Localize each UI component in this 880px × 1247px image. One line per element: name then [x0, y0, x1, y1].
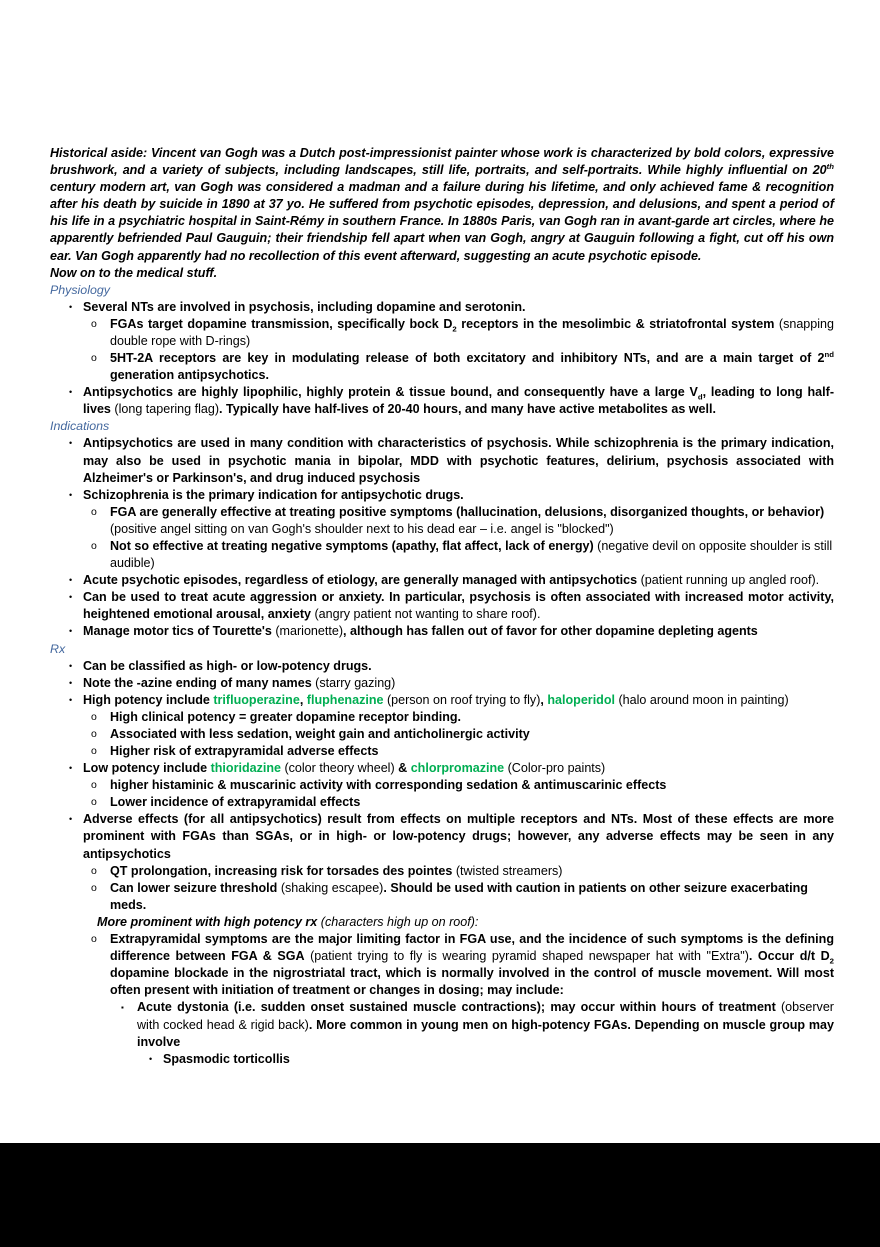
subscript-2: 2 [829, 956, 834, 966]
list-item [50, 658, 834, 675]
rx-b3-bold-3: , [540, 692, 548, 707]
bullet-level2-icon: o [91, 352, 97, 365]
bullet-level2-icon: o [91, 317, 97, 330]
drug-name-thioridazine: thioridazine [210, 761, 281, 776]
indications-b5-bold-1: Manage motor tics of Tourette's [83, 624, 272, 639]
indications-b1: Antipsychotics are used in many condition with characteristics of psychosis. While schizophrenia is the primary indication, may also be used in psychotic mania in bipolar, MDD with psychotic features, delirium, psychosis associated with Alzheimer's or Parkinson's, and drug induced psychosis [83, 436, 834, 485]
list-item [50, 880, 834, 914]
historical-aside-part-1: Historical aside: Vincent van Gogh was a Dutch post-impressionist painter whose work is characterized by bold colors, expressive brushwork, and a variety of subjects, including landscapes, still life, portraits, and self-portraits. While highly influential on 20 [50, 146, 834, 178]
list-item [50, 675, 834, 692]
historical-aside-paragraph [50, 145, 834, 265]
physiology-b1b-bold-2: generation antipsychotics. [110, 368, 269, 383]
list-item [50, 435, 834, 486]
page-footer-black-bar [0, 1143, 880, 1247]
bullet-level2-icon: o [91, 881, 97, 894]
rx-note-plain: (characters high up on roof): [317, 914, 479, 929]
document-body [50, 145, 834, 1068]
section-heading-rx: Rx [50, 641, 66, 656]
superscript-th: th [826, 161, 834, 171]
rx-b3-plain-2: (halo around moon in painting) [615, 692, 789, 707]
bullet-level1-icon: • [69, 677, 73, 688]
section-heading-indications: Indications [50, 419, 110, 434]
bullet-level2-icon: o [91, 796, 97, 809]
bullet-level2-icon: o [91, 710, 97, 723]
rx-b5c-i-bold-2: . More common in young men on high-potency FGAs. Depending on muscle group may involve [137, 1017, 835, 1049]
historical-aside-part-2: century modern art, van Gogh was considered a madman and a failure during his lifetime, and only achieved fame & recognition after his death by suicide in 1890 at 37 yo. He suffered from psychotic episodes, depression, and delusions, and spent a period of his life in a psychiatric hospital in Saint-Rémy in southern France. In 1880s Paris, van Gogh ran in avant-garde art circles, where he apparently befriended Paul Gauguin; their friendship fell apart when van Gogh, angry at Gauguin following a fight, cut off his own ear. Van Gogh apparently had no recollection of this event afterward, suggesting an acute psychotic episode. [50, 180, 834, 263]
subscript-d: d [697, 392, 703, 402]
list-item [50, 589, 834, 623]
list-item [50, 743, 834, 760]
indications-b4-bold: Can be used to treat acute aggression or anxiety. In particular, psychosis is often associated with increased motor activity, heightened emotional arousal, anxiety [83, 590, 834, 622]
physiology-b1a-plain: (snapping double rope with D-rings) [110, 316, 835, 348]
bullet-level4-icon: • [149, 1053, 153, 1064]
rx-b5b-bold-1: Can lower seizure threshold [110, 880, 278, 895]
transition-line-text: Now on to the medical stuff. [50, 265, 218, 280]
indications-b2b-plain: (negative devil on opposite shoulder is still audible) [110, 538, 833, 571]
rx-b5a-plain: (twisted streamers) [452, 863, 563, 878]
rx-b4-bold-2: & [398, 761, 411, 776]
list-item [50, 316, 834, 350]
rx-b2-plain: (starry gazing) [311, 675, 396, 690]
drug-name-trifluoperazine: trifluoperazine [213, 692, 300, 707]
rx-b3b: Associated with less sedation, weight gain and anticholinergic activity [110, 726, 530, 741]
indications-b2a-plain: (positive angel sitting on van Gogh's shoulder next to his dead ear – i.e. angel is "blocked") [110, 521, 614, 536]
indications-b5-plain: (marionette) [271, 624, 344, 639]
rx-spasmodic-torticollis: Spasmodic torticollis [163, 1051, 290, 1066]
rx-b1: Can be classified as high- or low-potency drugs. [83, 658, 372, 673]
indications-b2a-bold: FGA are generally effective at treating positive symptoms (hallucination, delusions, disorganized thoughts, or behavior) [110, 504, 825, 519]
superscript-nd: nd [824, 349, 834, 359]
list-item [50, 999, 834, 1050]
rx-b4-bold-1: Low potency include [83, 761, 211, 776]
rx-b2-bold: Note the -azine ending of many names [83, 675, 312, 690]
rx-b5a-bold: QT prolongation, increasing risk for torsades des pointes [110, 863, 453, 878]
rx-b5: Adverse effects (for all antipsychotics) result from effects on multiple receptors and NTs. Most of these effects are more prominent with FGAs than SGAs, or in high- or low-potency drugs; however, any adverse effects may be seen in any antipsychotics [83, 812, 834, 861]
rx-b5c-bold-1: Extrapyramidal symptoms are the major limiting factor in FGA use, and the incidence of such symptoms is the defining difference between FGA & SGA [110, 932, 834, 964]
bullet-level2-icon: o [91, 539, 97, 552]
list-item [50, 726, 834, 743]
physiology-b2-bold-3: . Typically have half-lives of 20-40 hours, and many have active metabolites as well. [219, 402, 716, 417]
rx-b3-plain-1: (person on roof trying to fly) [383, 692, 541, 707]
rx-b5c-plain-1: (patient trying to fly is wearing pyramid shaped newspaper hat with "Extra") [304, 949, 749, 964]
list-item [50, 794, 834, 811]
drug-name-chlorpromazine: chlorpromazine [410, 761, 505, 776]
bullet-level1-icon: • [69, 660, 73, 671]
bullet-level1-icon: • [69, 626, 73, 637]
physiology-b1: Several NTs are involved in psychosis, including dopamine and serotonin. [83, 299, 526, 314]
rx-b5b-bold-2: . Should be used with caution in patients on other seizure exacerbating meds. [110, 880, 808, 912]
bullet-level1-icon: • [69, 387, 73, 398]
indications-b5-bold-2: , although has fallen out of favor for other dopamine depleting agents [343, 624, 758, 639]
list-item [50, 1051, 834, 1068]
subscript-2: 2 [452, 324, 457, 334]
rx-b3a: High clinical potency = greater dopamine receptor binding. [110, 709, 462, 724]
physiology-b1a-bold-1: FGAs target dopamine transmission, specifically bock D [110, 316, 453, 331]
rx-high-potency-note [50, 914, 834, 931]
list-item [50, 811, 834, 862]
list-item [50, 384, 834, 418]
rx-note-italic: More prominent with high potency rx [97, 914, 318, 929]
bullet-level2-icon: o [91, 505, 97, 518]
bullet-level1-icon: • [69, 301, 73, 312]
list-item [50, 863, 834, 880]
rx-b4-plain-2: (Color-pro paints) [504, 761, 606, 776]
rx-b3c: Higher risk of extrapyramidal adverse effects [110, 744, 379, 758]
list-item [50, 538, 834, 572]
rx-b5c-bold-2: . Occur d/t D [748, 949, 830, 964]
physiology-b2-bold-1: Antipsychotics are highly lipophilic, highly protein & tissue bound, and consequently have a large V [83, 385, 698, 400]
bullet-level2-icon: o [91, 864, 97, 877]
list-item [50, 623, 834, 640]
list-item [50, 487, 834, 504]
indications-b2b-bold: Not so effective at treating negative symptoms (apathy, flat affect, lack of energy) [110, 538, 594, 553]
list-item [50, 709, 834, 726]
bullet-level1-icon: • [69, 763, 73, 774]
bullet-level2-icon: o [91, 933, 97, 946]
rx-b3-bold-2: , [299, 692, 307, 707]
rx-b4a: higher histaminic & muscarinic activity with corresponding sedation & antimuscarinic effects [110, 778, 667, 793]
bullet-level1-icon: • [69, 592, 73, 603]
list-item [50, 572, 834, 589]
drug-name-fluphenazine: fluphenazine [306, 692, 384, 707]
drug-name-haloperidol: haloperidol [547, 692, 615, 707]
list-item [50, 299, 834, 316]
physiology-b2-bold-2: , leading to long half-lives [83, 385, 834, 417]
bullet-level2-icon: o [91, 779, 97, 792]
indications-b3-plain: (patient running up angled roof). [637, 573, 820, 588]
physiology-b2-plain: (long tapering flag) [110, 402, 220, 417]
rx-b5c-i-plain-1: (observer with cocked head & rigid back) [137, 1000, 834, 1032]
bullet-level1-icon: • [69, 814, 73, 825]
bullet-level1-icon: • [69, 575, 73, 586]
indications-b3-bold: Acute psychotic episodes, regardless of etiology, are generally managed with antipsychotics [83, 573, 638, 588]
list-item [50, 692, 834, 709]
list-item [50, 777, 834, 794]
physiology-b1b-bold-1: 5HT-2A receptors are key in modulating release of both excitatory and inhibitory NTs, and are a main target of 2 [110, 351, 825, 366]
bullet-level1-icon: • [69, 489, 73, 500]
indications-b4-plain: (angry patient not wanting to share roof). [311, 607, 541, 622]
rx-b4b: Lower incidence of extrapyramidal effects [110, 795, 361, 810]
bullet-level3-icon: ▪ [121, 1003, 124, 1013]
list-item [50, 760, 834, 777]
section-heading-physiology: Physiology [50, 282, 110, 297]
indications-b2: Schizophrenia is the primary indication for antipsychotic drugs. [83, 487, 464, 502]
rx-b3-bold-1: High potency include [83, 692, 214, 707]
rx-b5c-bold-3: dopamine blockade in the nigrostriatal tract, which is normally involved in the control of muscle movement. Will most often present with initiation of treatment or changes in dosing; may include: [110, 966, 834, 998]
bullet-level2-icon: o [91, 727, 97, 740]
rx-b5c-i-bold-1: Acute dystonia (i.e. sudden onset sustained muscle contractions); may occur within hours of treatment [137, 1000, 776, 1015]
list-item [50, 504, 834, 538]
rx-b5b-plain-1: (shaking escapee) [277, 880, 384, 895]
rx-b4-plain-1: (color theory wheel) [280, 761, 399, 776]
bullet-level1-icon: • [69, 694, 73, 705]
bullet-level2-icon: o [91, 745, 97, 757]
physiology-b1a-bold-2: receptors in the mesolimbic & striatofrontal system [456, 316, 775, 331]
bullet-level1-icon: • [69, 438, 73, 449]
list-item [50, 931, 834, 999]
list-item [50, 350, 834, 384]
transition-line [50, 265, 834, 282]
